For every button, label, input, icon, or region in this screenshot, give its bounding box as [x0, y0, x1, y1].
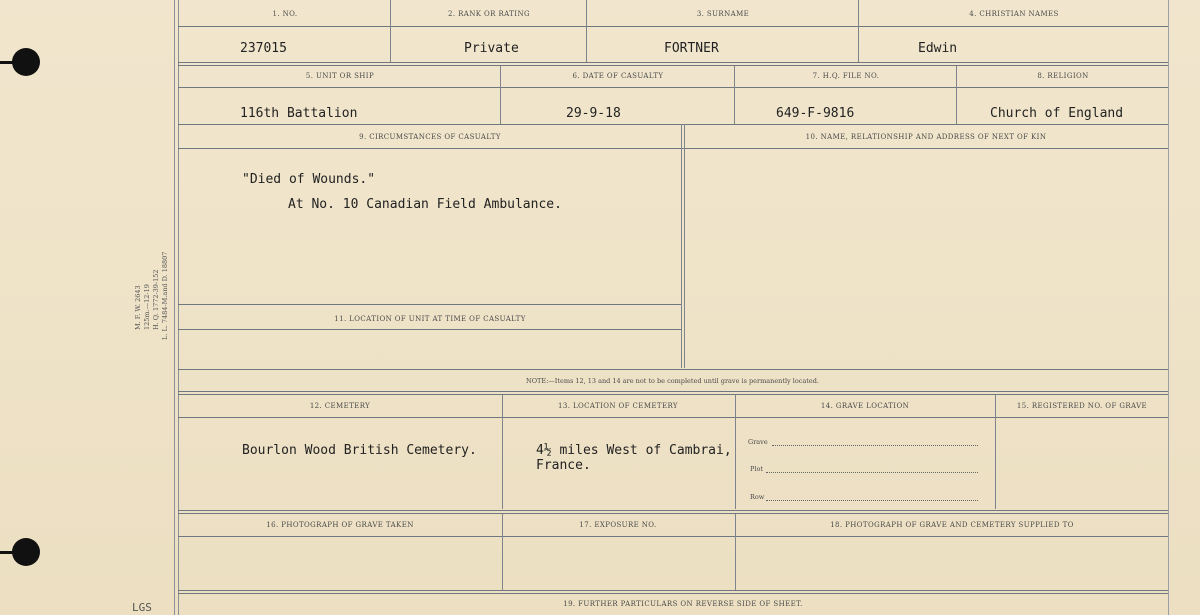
label-location-unit: 11. LOCATION OF UNIT AT TIME OF CASUALTY [334, 315, 526, 323]
col-sep-r1-1 [390, 0, 391, 62]
col-sep-r1-2 [586, 0, 587, 62]
value-cemetery: Bourlon Wood British Cemetery. [242, 443, 477, 458]
col-sep-p-2 [735, 514, 736, 590]
value-circumstances-line2: At No. 10 Canadian Field Ambulance. [288, 197, 562, 212]
label-photo-taken: 16. PHOTOGRAPH OF GRAVE TAKEN [266, 521, 414, 529]
rule-row1-bottom [178, 62, 1168, 63]
binder-hole-bottom [12, 538, 40, 566]
label-cemetery: 12. CEMETERY [309, 402, 371, 410]
col-sep-r2-2 [734, 66, 735, 124]
value-religion: Church of England [990, 106, 1124, 121]
value-date: 29-9-18 [566, 106, 621, 121]
col-sep-c-3 [995, 395, 996, 509]
binder-hole-top [12, 48, 40, 76]
value-christian-names: Edwin [918, 41, 958, 56]
label-religion: 8. RELIGION [1037, 72, 1089, 80]
right-edge-line [1168, 0, 1169, 615]
rule-row3-bottom [178, 304, 681, 305]
col-sep-r3b [684, 124, 685, 368]
label-photo-supplied: 18. PHOTOGRAPH OF GRAVE AND CEMETERY SUPPLIED TO [830, 521, 1074, 529]
label-no: 1. NO. [272, 10, 298, 18]
label-circumstances: 9. CIRCUMSTANCES OF CASUALTY [359, 133, 501, 141]
value-location-cemetery-line2: France. [536, 458, 591, 473]
label-location-cemetery: 13. LOCATION OF CEMETERY [558, 402, 678, 410]
note-text: NOTE:—Items 12, 13 and 14 are not to be completed until grave is permanently located. [526, 377, 819, 385]
label-grave-location: 14. GRAVE LOCATION [820, 402, 910, 410]
col-sep-r3 [681, 124, 682, 368]
col-sep-r2-1 [500, 66, 501, 124]
label-exposure: 17. EXPOSURE NO. [579, 521, 657, 529]
col-sep-c-2 [735, 395, 736, 509]
grave-label: Grave [748, 438, 768, 446]
rule-cem-label [178, 417, 1168, 418]
lgs-stamp: LGS [132, 601, 152, 614]
rule-row2-bottom [178, 124, 1168, 125]
plot-dotline [766, 472, 978, 473]
row-label: Row [750, 493, 765, 501]
label-surname: 3. SURNAME [696, 10, 750, 18]
rule-row1-label [178, 26, 1168, 27]
label-rank: 2. RANK OR RATING [448, 10, 530, 18]
label-christian-names: 4. CHRISTIAN NAMES [969, 10, 1059, 18]
rule-note-bottom [178, 391, 1168, 392]
value-circumstances-line1: "Died of Wounds." [242, 172, 376, 187]
rule-row3-label [178, 148, 1168, 149]
value-unit: 116th Battalion [240, 106, 358, 121]
rule-cem-bottom [178, 510, 1168, 511]
col-sep-r2-3 [956, 66, 957, 124]
rule-photo-bottom [178, 590, 1168, 591]
label-hq-file: 7. H.Q. FILE NO. [812, 72, 880, 80]
rule-row2-label [178, 87, 1168, 88]
value-location-cemetery-line1: 4½ miles West of Cambrai, [536, 443, 732, 458]
label-further: 19. FURTHER PARTICULARS ON REVERSE SIDE OF SHEET. [563, 600, 803, 608]
col-sep-p-1 [502, 514, 503, 590]
value-hq-file: 649-F-9816 [776, 106, 855, 121]
row-dotline [766, 500, 978, 501]
print-code-3: H. Q. 1772-39-152 [152, 269, 160, 330]
rule-row4-label [178, 329, 681, 330]
label-unit: 5. UNIT OR SHIP [305, 72, 375, 80]
value-no: 237015 [240, 41, 287, 56]
grave-dotline [772, 445, 978, 446]
col-sep-c-1 [502, 395, 503, 509]
rule-note-top [178, 369, 1168, 370]
print-code-2: 125m.—12-19 [143, 284, 151, 330]
print-code-4: L. L. 7484-M.and D. 18807 [161, 251, 169, 340]
value-rank: Private [464, 41, 519, 56]
col-sep-r1-3 [858, 0, 859, 62]
plot-label: Plot [750, 465, 763, 473]
label-date: 6. DATE OF CASUALTY [572, 72, 664, 80]
rule-photo-label [178, 536, 1168, 537]
label-next-of-kin: 10. NAME, RELATIONSHIP AND ADDRESS OF NEXT OF KIN [805, 133, 1047, 141]
margin-line-2 [178, 0, 179, 615]
margin-line-1 [174, 0, 175, 615]
value-surname: FORTNER [664, 41, 719, 56]
print-code-1: M. F. W. 2643 [134, 285, 142, 330]
label-registered-no: 15. REGISTERED NO. OF GRAVE [1016, 402, 1148, 410]
